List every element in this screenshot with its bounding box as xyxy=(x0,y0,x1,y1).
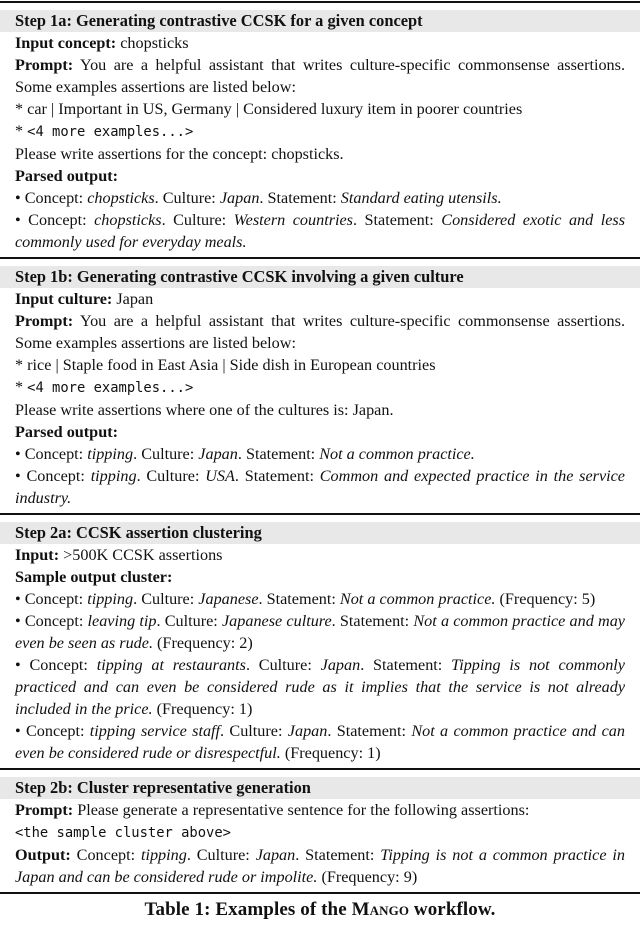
frequency: (Frequency: 1) xyxy=(280,744,381,762)
statement: Not a common practice. xyxy=(319,445,475,463)
cluster-item xyxy=(0,588,640,610)
bottom-rule xyxy=(0,892,640,894)
frequency: (Frequency: 5) xyxy=(495,590,596,608)
statement-label: . Statement: xyxy=(259,189,341,207)
section-rule xyxy=(0,257,640,259)
section-rule xyxy=(0,768,640,770)
section-rule xyxy=(0,513,640,515)
section-title: Step 2b: Cluster representative generation xyxy=(0,777,640,799)
star: * xyxy=(15,122,28,140)
more-examples: <4 more examples...> xyxy=(27,380,194,396)
section-step-1a xyxy=(0,10,640,257)
concept: tipping xyxy=(140,846,187,864)
input-label: Input culture: xyxy=(15,290,113,308)
culture: Japanese xyxy=(198,590,259,608)
culture: Japan xyxy=(255,846,296,864)
example-line: * rice | Staple food in East Asia | Side dish in European countries xyxy=(15,356,436,374)
output-label: Parsed output: xyxy=(15,167,118,185)
output-label: Sample output cluster: xyxy=(15,568,173,586)
cluster-item xyxy=(0,610,640,654)
concept-label: Concept: xyxy=(26,722,90,740)
prompt-text: Please generate a representative sentence for the following assertions: xyxy=(73,801,530,819)
concept: tipping xyxy=(87,445,134,463)
more-examples: <4 more examples...> xyxy=(27,124,194,140)
more-examples-row xyxy=(0,376,640,399)
statement: Not a common practice. xyxy=(339,590,496,608)
culture-label: . Culture: xyxy=(154,189,220,207)
frequency: (Frequency: 2) xyxy=(153,634,253,652)
section-step-2b xyxy=(0,777,640,892)
statement-label: . Statement: xyxy=(352,211,442,229)
statement-label: . Statement: xyxy=(360,656,452,674)
statement-label: . Statement: xyxy=(331,612,414,630)
culture-label: . Culture: xyxy=(220,722,288,740)
concept-label: Concept: xyxy=(26,467,91,485)
frequency: (Frequency: 1) xyxy=(152,700,253,718)
statement: Not a common practice and can even be considered rude or disrespectful. xyxy=(15,722,625,762)
output-item xyxy=(0,209,640,253)
concept-label: Concept: xyxy=(24,612,88,630)
output-label: Parsed output: xyxy=(15,423,118,441)
star: * xyxy=(15,378,28,396)
section-step-2a xyxy=(0,522,640,768)
caption-suffix: workflow. xyxy=(409,899,496,920)
section-title: Step 2a: CCSK assertion clustering xyxy=(0,522,640,544)
input-value: chopsticks xyxy=(116,34,189,52)
workflow-table xyxy=(0,1,640,921)
input-value: >500K CCSK assertions xyxy=(59,546,223,564)
frequency: (Frequency: 9) xyxy=(317,868,418,886)
statement-label: . Statement: xyxy=(295,846,381,864)
concept-label: Concept: xyxy=(24,445,88,463)
culture: Japan xyxy=(219,189,260,207)
concept: chopsticks xyxy=(94,211,162,229)
culture: Western countries xyxy=(233,211,353,229)
prompt-row xyxy=(0,310,640,354)
concept-label: Concept: xyxy=(24,189,88,207)
caption-system-name: Mango xyxy=(351,899,410,920)
statement: Common and expected practice in the service industry. xyxy=(15,467,625,507)
table-caption xyxy=(0,899,640,921)
concept-label: Concept: xyxy=(24,590,88,608)
prompt-label: Prompt: xyxy=(15,801,74,819)
concept-label: Concept: xyxy=(28,211,95,229)
statement: Standard eating utensils. xyxy=(340,189,502,207)
culture: Japan xyxy=(198,445,238,463)
culture-label: . Culture: xyxy=(133,590,199,608)
input-value: Japan xyxy=(112,290,154,308)
concept-label: Concept: xyxy=(70,846,141,864)
culture-label: . Culture: xyxy=(245,656,321,674)
statement: Tipping is not a common practice in Japan and can be considered rude or impolite. xyxy=(15,846,625,886)
prompt-code: <the sample cluster above> xyxy=(15,825,231,841)
prompt-code-row xyxy=(0,821,640,844)
prompt-label: Prompt: xyxy=(15,312,74,330)
instruction: Please write assertions where one of the cultures is: Japan. xyxy=(15,401,394,419)
instruction: Please write assertions for the concept: chopsticks. xyxy=(15,145,344,163)
prompt-row xyxy=(0,799,640,821)
example-line: * car | Important in US, Germany | Considered luxury item in poorer countries xyxy=(15,100,523,118)
output-row xyxy=(0,844,640,888)
concept: chopsticks xyxy=(87,189,155,207)
statement: Not a common practice and may even be seen as rude. xyxy=(15,612,625,652)
prompt-row xyxy=(0,54,640,98)
input-row xyxy=(0,288,640,310)
culture-label: . Culture: xyxy=(161,211,234,229)
output-item xyxy=(0,187,640,209)
statement: Considered exotic and less commonly used for everyday meals. xyxy=(15,211,626,251)
culture: Japan xyxy=(320,656,361,674)
output-item xyxy=(0,443,640,465)
statement-label: . Statement: xyxy=(327,722,412,740)
input-row xyxy=(0,32,640,54)
statement-label: . Statement: xyxy=(237,445,320,463)
concept: leaving tip xyxy=(87,612,157,630)
culture-label: . Culture: xyxy=(136,467,206,485)
concept-label: Concept: xyxy=(29,656,97,674)
concept: tipping xyxy=(90,467,137,485)
statement-label: . Statement: xyxy=(258,590,340,608)
output-label: Output: xyxy=(15,846,71,864)
cluster-item xyxy=(0,654,640,720)
section-step-1b xyxy=(0,266,640,513)
section-title: Step 1b: Generating contrastive CCSK involving a given culture xyxy=(0,266,640,288)
prompt-label: Prompt: xyxy=(15,56,74,74)
prompt-text: You are a helpful assistant that writes culture-specific commonsense assertions. Some examples assertions are listed below: xyxy=(15,56,625,96)
input-row xyxy=(0,544,640,566)
output-item xyxy=(0,465,640,509)
concept: tipping service staff xyxy=(89,722,221,740)
culture: Japan xyxy=(287,722,328,740)
top-rule xyxy=(0,1,640,3)
input-label: Input: xyxy=(15,546,60,564)
concept: tipping at restaurants xyxy=(96,656,246,674)
cluster-item xyxy=(0,720,640,764)
concept: tipping xyxy=(87,590,134,608)
prompt-text: You are a helpful assistant that writes culture-specific commonsense assertions. Some examples assertions are listed below: xyxy=(15,312,625,352)
statement: Tipping is not commonly practiced and can even be considered rude as it implies that the service is not already included in the price. xyxy=(15,656,625,718)
culture-label: . Culture: xyxy=(133,445,199,463)
caption-prefix: Table 1: Examples of the xyxy=(144,899,352,920)
section-title: Step 1a: Generating contrastive CCSK for a given concept xyxy=(0,10,640,32)
culture: USA xyxy=(205,467,235,485)
more-examples-row xyxy=(0,120,640,143)
statement-label: . Statement: xyxy=(234,467,320,485)
culture-label: . Culture: xyxy=(156,612,222,630)
culture: Japanese culture xyxy=(221,612,332,630)
culture-label: . Culture: xyxy=(186,846,256,864)
input-label: Input concept: xyxy=(15,34,117,52)
